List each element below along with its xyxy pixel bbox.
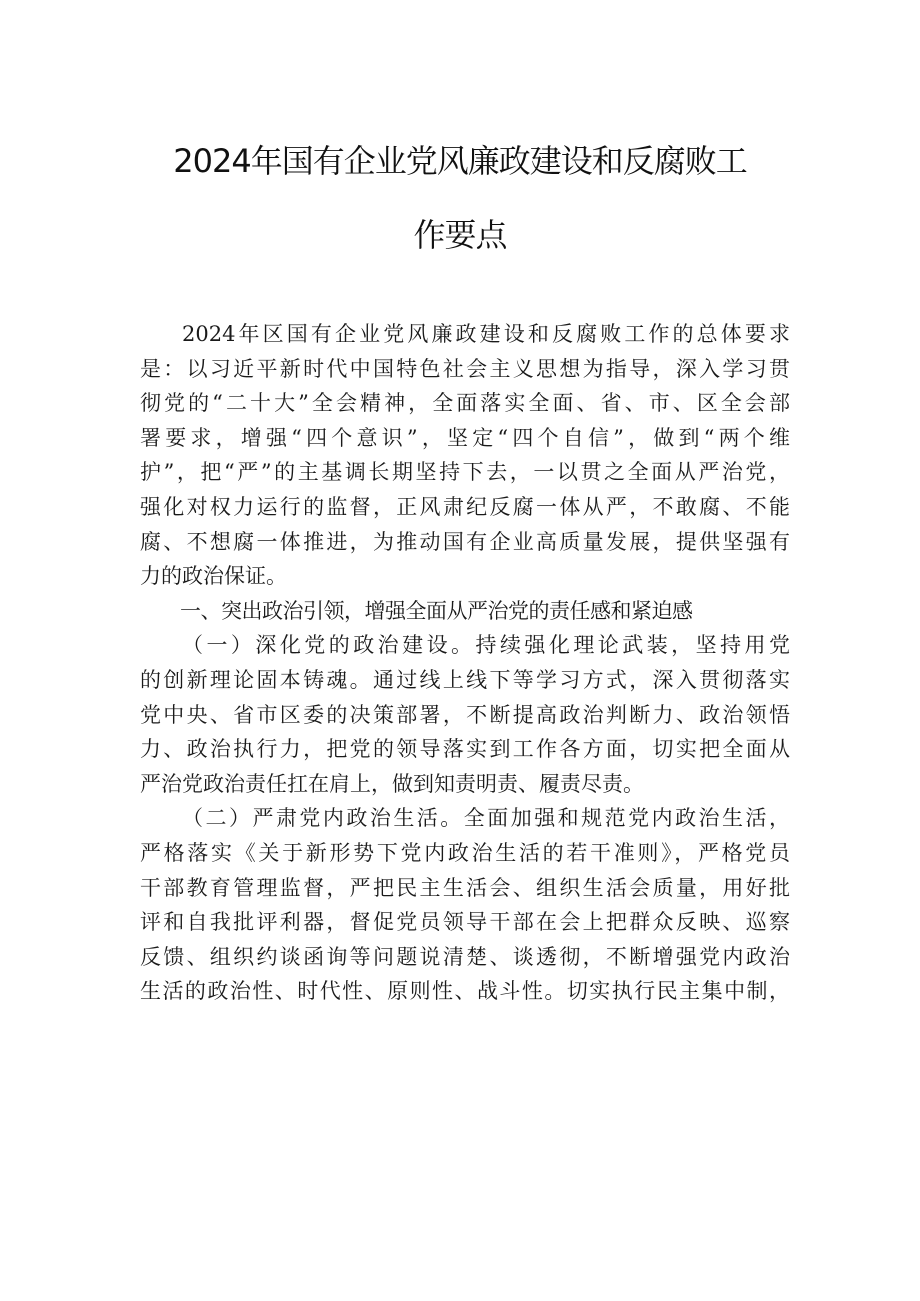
- para2-line-2: 严格落实《关于新形势下党内政治生活的若干准则》，严格党员: [140, 840, 790, 865]
- para2-line-6: 生活的政治性、时代性、原则性、战斗性。切实执行民主集中制，: [140, 979, 790, 1004]
- intro-line-1: 2024年区国有企业党风廉政建设和反腐败工作的总体要求: [182, 322, 790, 346]
- para1-line-1: （一）深化党的政治建设。持续强化理论武装，坚持用党: [182, 633, 790, 658]
- intro-line-7: 腐、不想腐一体推进，为推动国有企业高质量发展，提供坚强有: [140, 529, 790, 554]
- document-title-line-1: 2024年国有企业党风廉政建设和反腐败工: [173, 142, 747, 180]
- section-heading-1: 一、突出政治引领，增强全面从严治党的责任感和紧迫感: [180, 598, 693, 623]
- intro-line-5: 护”，把“严”的主基调长期坚持下去，一以贯之全面从严治党，: [140, 460, 790, 485]
- document-body: [140, 317, 790, 1009]
- intro-line-2: 是：以习近平新时代中国特色社会主义思想为指导，深入学习贯: [140, 356, 790, 381]
- para2-line-4: 评和自我批评利器，督促党员领导干部在会上把群众反映、巡察: [140, 910, 790, 935]
- para1-line-5: 严治党政治责任扛在肩上，做到知责明责、履责尽责。: [140, 771, 644, 796]
- intro-line-3: 彻党的“二十大”全会精神，全面落实全面、省、市、区全会部: [140, 391, 790, 416]
- para1-line-4: 力、政治执行力，把党的领导落实到工作各方面，切实把全面从: [140, 737, 790, 762]
- para2-line-1: （二）严肃党内政治生活。全面加强和规范党内政治生活，: [182, 806, 790, 831]
- para1-line-2: 的创新理论固本铸魂。通过线上线下等学习方式，深入贯彻落实: [140, 667, 790, 692]
- intro-line-4: 署要求，增强“四个意识”，坚定“四个自信”，做到“两个维: [140, 425, 790, 450]
- document-title-line-2: 作要点: [413, 216, 507, 254]
- intro-line-8: 力的政治保证。: [140, 564, 287, 589]
- para1-line-3: 党中央、省市区委的决策部署，不断提高政治判断力、政治领悟: [140, 702, 790, 727]
- intro-line-6: 强化对权力运行的监督，正风肃纪反腐一体从严，不敢腐、不能: [140, 494, 790, 519]
- para2-line-5: 反馈、组织约谈函询等问题说清楚、谈透彻，不断增强党内政治: [140, 944, 790, 969]
- para2-line-3: 干部教育管理监督，严把民主生活会、组织生活会质量，用好批: [140, 875, 790, 900]
